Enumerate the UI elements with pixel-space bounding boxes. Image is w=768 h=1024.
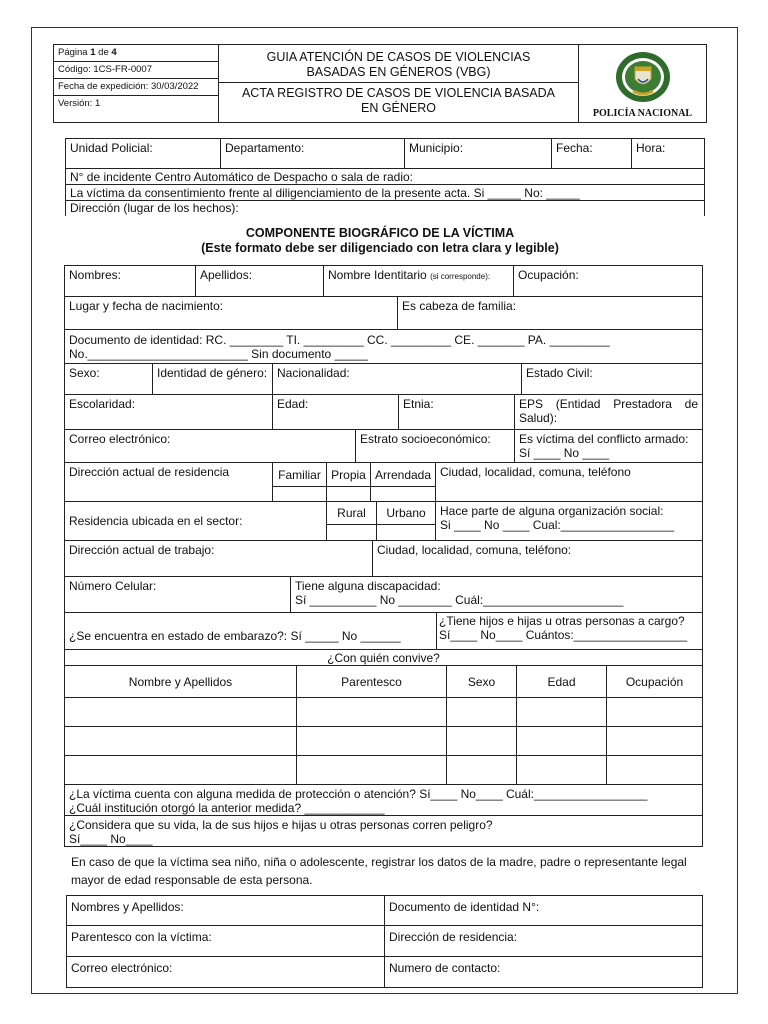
rep-direccion-field[interactable] — [384, 925, 703, 957]
rep-parentesco-label: Parentesco con la víctima: — [71, 930, 212, 944]
ciudad-res-label: Ciudad, localidad, comuna, teléfono — [440, 465, 631, 479]
edad-field[interactable] — [272, 394, 399, 430]
household-cell[interactable] — [64, 697, 297, 727]
institucion-label: ¿Cuál institución otorgó la anterior medida? ____________ — [69, 801, 385, 815]
familiar-label: Familiar — [278, 468, 321, 482]
rep-nombres-label: Nombres y Apellidos: — [71, 900, 184, 914]
household-cell[interactable] — [446, 726, 517, 756]
incidente-label: N° de incidente Centro Automático de Despacho o sala de radio: — [70, 170, 414, 184]
page-label: Página — [58, 47, 88, 58]
household-cell[interactable] — [516, 697, 607, 727]
discapacidad-label: Tiene alguna discapacidad: — [295, 579, 441, 593]
apellidos-field[interactable] — [195, 265, 324, 297]
header-meta — [53, 44, 219, 123]
embarazo-label: ¿Se encuentra en estado de embarazo?: Sí _____ No ______ — [69, 629, 401, 643]
peligro-field[interactable] — [64, 815, 703, 847]
hijos-cargo-field[interactable] — [436, 612, 703, 650]
identitario-note: (si corresponde): — [430, 272, 491, 281]
conflicto-armado-field[interactable] — [514, 429, 703, 463]
etnia-field[interactable] — [398, 394, 515, 430]
hora-field[interactable] — [631, 138, 705, 169]
vivienda-familiar-check[interactable] — [272, 486, 327, 502]
nacionalidad-label: Nacionalidad: — [277, 366, 350, 380]
documento-identidad-field[interactable] — [64, 329, 703, 364]
page-total: 4 — [111, 47, 117, 58]
fecha-field[interactable] — [551, 138, 632, 169]
etnia-label: Etnia: — [403, 397, 434, 411]
embarazo-field[interactable] — [64, 612, 437, 650]
vivienda-arrendada-option[interactable] — [370, 462, 436, 487]
household-cell[interactable] — [606, 697, 703, 727]
household-cell[interactable] — [64, 726, 297, 756]
nacionalidad-field[interactable] — [272, 363, 522, 395]
household-cell[interactable] — [446, 697, 517, 727]
correo-field[interactable] — [64, 429, 356, 463]
rep-contacto-label: Numero de contacto: — [389, 961, 501, 975]
rep-documento-field[interactable] — [384, 895, 703, 926]
unidad-policial-field[interactable] — [65, 138, 221, 169]
nombres-field[interactable] — [64, 265, 196, 297]
rep-contacto-field[interactable] — [384, 956, 703, 988]
municipio-label: Municipio: — [409, 141, 464, 155]
rep-correo-field[interactable] — [66, 956, 385, 988]
vivienda-propia-option[interactable] — [326, 462, 371, 487]
menor-note: En caso de que la víctima sea niño, niña o adolescente, registrar los datos de la madre, padre o representante legal mayor de edad responsable de esta persona. — [71, 855, 687, 887]
estrato-label: Estrato socioeconómico: — [360, 432, 491, 446]
col-parentesco: Parentesco — [296, 665, 447, 698]
household-cell[interactable] — [296, 697, 447, 727]
ciudad-residencia-field[interactable] — [435, 462, 703, 502]
household-cell[interactable] — [446, 755, 517, 785]
dir-residencia-label: Dirección actual de residencia — [69, 465, 230, 479]
escolaridad-field[interactable] — [64, 394, 273, 430]
identidad-genero-field[interactable] — [152, 363, 273, 395]
unidad-label: Unidad Policial: — [70, 141, 153, 155]
household-cell[interactable] — [606, 755, 703, 785]
celular-label: Número Celular: — [69, 579, 157, 593]
form-version: Versión: 1 — [58, 98, 101, 109]
sector-urbano-check[interactable] — [376, 524, 436, 541]
eps-field[interactable] — [514, 394, 703, 430]
vivienda-arrendada-check[interactable] — [370, 486, 436, 502]
sector-rural-option[interactable] — [326, 501, 377, 525]
page-number: 1 — [90, 47, 96, 58]
ocupacion-label: Ocupación: — [518, 268, 579, 282]
logo-box — [578, 44, 707, 123]
ocupacion-field[interactable] — [513, 265, 703, 297]
section-subtitle: (Este formato debe ser diligenciado con letra clara y legible) — [201, 241, 559, 255]
celular-field[interactable] — [64, 576, 291, 613]
peligro-options: Sí____ No____ — [69, 832, 153, 846]
household-cell[interactable] — [606, 726, 703, 756]
household-cell[interactable] — [296, 755, 447, 785]
page-of: de — [98, 47, 109, 58]
sexo-field[interactable] — [64, 363, 153, 395]
rep-nombres-field[interactable] — [66, 895, 385, 926]
estado-civil-label: Estado Civil: — [526, 366, 593, 380]
departamento-label: Departamento: — [225, 141, 305, 155]
municipio-field[interactable] — [404, 138, 552, 169]
rep-documento-label: Documento de identidad N°: — [389, 900, 540, 914]
col-sexo: Sexo — [446, 665, 517, 698]
hora-label: Hora: — [636, 141, 666, 155]
section-title: COMPONENTE BIOGRÁFICO DE LA VÍCTIMA — [245, 226, 515, 240]
act-title: ACTA REGISTRO DE CASOS DE VIOLENCIA BASADA EN GÉNERO — [218, 82, 579, 123]
lugar-nacimiento-field[interactable] — [64, 296, 398, 330]
hijos-label: ¿Tiene hijos e hijas u otras personas a cargo? — [439, 614, 685, 628]
col-ocupacion: Ocupación — [606, 665, 703, 698]
guide-title: GUIA ATENCIÓN DE CASOS DE VIOLENCIAS BASADAS EN GÉNEROS (VBG) — [218, 44, 579, 83]
rep-correo-label: Correo electrónico: — [71, 961, 173, 975]
sector-label: Residencia ubicada en el sector: — [69, 514, 243, 528]
logo-text: POLICÍA NACIONAL — [592, 108, 693, 119]
conflicto-options: Sí ____ No ____ — [519, 446, 610, 460]
form-code: Código: 1CS-FR-0007 — [54, 62, 218, 79]
org-social-options: Si ____ No ____ Cual:_________________ — [440, 518, 675, 532]
apellidos-label: Apellidos: — [200, 268, 253, 282]
consentimiento-field[interactable] — [65, 184, 705, 201]
eps-label: EPS (Entidad Prestadora de Salud): — [519, 397, 698, 425]
rep-parentesco-field[interactable] — [66, 925, 385, 957]
organizacion-social-field[interactable] — [435, 501, 703, 541]
propia-label: Propia — [331, 468, 366, 482]
edad-label: Edad: — [277, 397, 309, 411]
identitario-label: Nombre Identitario — [328, 268, 427, 282]
sector-urbano-option[interactable] — [376, 501, 436, 525]
peligro-label: ¿Considera que su vida, la de sus hijos e hijas u otras personas corren peligro? — [69, 818, 493, 832]
household-cell[interactable] — [516, 755, 607, 785]
discapacidad-options: Sí __________ No ________ Cuál:_____________________ — [295, 593, 624, 607]
discapacidad-field[interactable] — [290, 576, 703, 613]
direccion-residencia-field[interactable] — [64, 462, 273, 502]
estrato-field[interactable] — [355, 429, 515, 463]
vivienda-familiar-option[interactable] — [272, 462, 327, 487]
departamento-field[interactable] — [220, 138, 405, 169]
direccion-hechos-field[interactable] — [65, 200, 705, 216]
medida-proteccion-field[interactable] — [64, 784, 703, 816]
cabeza-label: Es cabeza de familia: — [402, 299, 517, 313]
col-nombre-apellidos: Nombre y Apellidos — [64, 665, 297, 698]
convive-heading: ¿Con quién convive? — [64, 649, 703, 666]
sector-rural-check[interactable] — [326, 524, 377, 541]
correo-label: Correo electrónico: — [69, 432, 171, 446]
identidad-genero-label: Identidad de género: — [157, 366, 268, 380]
fecha-label: Fecha: — [556, 141, 593, 155]
hijos-options: Sí____ No____ Cuántos:_________________ — [439, 628, 688, 642]
rep-direccion-label: Dirección de residencia: — [389, 930, 518, 944]
direccion-trabajo-field[interactable] — [64, 540, 373, 577]
sexo-label: Sexo: — [69, 366, 100, 380]
arrendada-label: Arrendada — [374, 468, 432, 482]
estado-civil-field[interactable] — [521, 363, 703, 395]
dir-trabajo-label: Dirección actual de trabajo: — [69, 543, 215, 557]
escolaridad-label: Escolaridad: — [69, 397, 136, 411]
documento-line1: Documento de identidad: RC. ________ TI. _________ CC. _________ CE. _______ PA. _________ — [69, 333, 610, 347]
consentimiento-label: La víctima da consentimiento frente al diligenciamiento de la presente acta. Si _____ No: _____ — [70, 186, 580, 200]
vivienda-propia-check[interactable] — [326, 486, 371, 502]
conflicto-label: Es víctima del conflicto armado: — [519, 432, 689, 446]
household-cell[interactable] — [516, 726, 607, 756]
nombres-label: Nombres: — [69, 268, 122, 282]
documento-line2: No.________________________ Sin documento _____ — [69, 347, 368, 361]
incidente-field[interactable] — [65, 168, 705, 185]
urbano-label: Urbano — [386, 506, 426, 520]
ciudad-trab-label: Ciudad, localidad, comuna, teléfono: — [377, 543, 572, 557]
page-counter — [54, 45, 218, 62]
cabeza-familia-field[interactable] — [397, 296, 703, 330]
direccion-hechos-label: Dirección (lugar de los hechos): — [70, 201, 239, 215]
nombre-identitario-field[interactable] — [323, 265, 514, 297]
ciudad-trabajo-field[interactable] — [372, 540, 703, 577]
rural-label: Rural — [337, 506, 366, 520]
household-cell[interactable] — [296, 726, 447, 756]
household-cell[interactable] — [64, 755, 297, 785]
medida-label: ¿La víctima cuenta con alguna medida de protección o atención? Sí____ No____ Cuál:_________________ — [69, 787, 648, 801]
police-seal-icon — [613, 49, 673, 107]
lugar-nac-label: Lugar y fecha de nacimiento: — [69, 299, 224, 313]
issue-date: Fecha de expedición: 30/03/2022 — [54, 79, 218, 96]
org-social-label: Hace parte de alguna organización social: — [440, 504, 664, 518]
sector-field[interactable] — [64, 501, 327, 541]
col-edad: Edad — [516, 665, 607, 698]
